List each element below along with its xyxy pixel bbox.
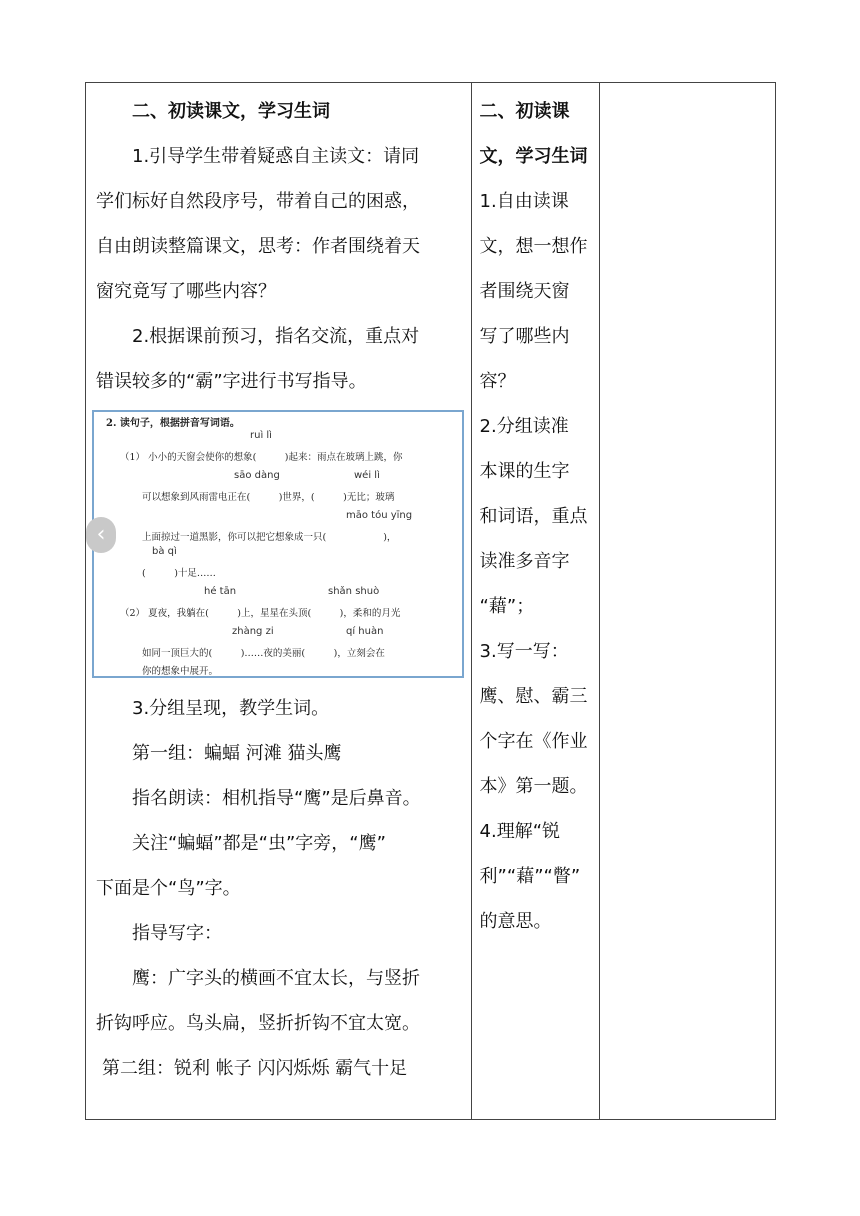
teacher-activity-cell <box>86 83 472 1120</box>
student-task-line: 本课的生字 <box>479 461 570 482</box>
pinyin-hint: zhàng zi <box>232 626 274 637</box>
step2-line: 2.根据课前预习，指名交流，重点对 <box>132 326 420 347</box>
student-task-line: 者围绕天窗 <box>479 281 570 302</box>
pinyin-hint: wéi lì <box>354 470 380 481</box>
pinyin-hint: shǎn shuò <box>328 586 380 597</box>
worksheet-sentence: （2） 夏夜，我躺在( )上，星星在头顶( )，柔和的月光 <box>120 608 401 619</box>
student-task-line: 个字在《作业 <box>479 731 588 752</box>
radical-note: 关注“蝙蝠”都是“虫”字旁，“鹰” <box>132 833 386 854</box>
worksheet-image <box>92 410 464 678</box>
carousel-prev-button[interactable] <box>86 517 116 553</box>
worksheet-sentence: 你的想象中展开。 <box>142 666 219 677</box>
lesson-plan-table <box>85 82 776 1120</box>
student-task-line: 4.理解“锐 <box>479 821 561 842</box>
step3-line: 3.分组呈现，教学生词。 <box>132 698 330 719</box>
writing-guidance: 鹰：广字头的横画不宜太长，与竖折 <box>132 968 420 989</box>
student-task-line: 和词语，重点 <box>479 506 588 527</box>
student-task-line: 1.自由读课 <box>479 191 569 212</box>
writing-guidance: 折钩呼应。鸟头扁，竖折折钩不宜太宽。 <box>96 1013 420 1034</box>
worksheet-title: 2. 读句子，根据拼音写词语。 <box>106 418 240 429</box>
word-group-2: 第二组：锐利 帐子 闪闪烁烁 霸气十足 <box>102 1058 408 1079</box>
step1-line: 窗究竟写了哪些内容？ <box>96 281 276 302</box>
student-task-line: “藉”； <box>479 596 535 617</box>
pinyin-hint: hé tān <box>204 586 237 597</box>
pinyin-hint: bà qì <box>152 546 177 557</box>
pinyin-hint: sāo dàng <box>234 470 280 481</box>
student-activity-cell <box>471 83 599 1120</box>
student-task-line: 文，想一想作 <box>479 236 588 257</box>
worksheet-sentence: ( )十足…… <box>142 568 216 579</box>
worksheet-sentence: （1） 小小的天窗会使你的想象( )起来：雨点在玻璃上跳，你 <box>120 452 403 463</box>
student-task-line: 写了哪些内 <box>479 326 570 347</box>
student-heading: 文，学习生词 <box>479 146 588 167</box>
radical-note: 下面是个“鸟”字。 <box>96 878 241 899</box>
section-heading: 二、初读课文，学习生词 <box>132 101 330 122</box>
worksheet-sentence: 可以想象到风雨雷电正在( )世界，( )无比；玻璃 <box>142 492 395 503</box>
reading-guidance: 指名朗读：相机指导“鹰”是后鼻音。 <box>132 788 421 809</box>
student-task-line: 的意思。 <box>479 911 552 932</box>
student-heading: 二、初读课 <box>479 101 570 122</box>
worksheet-sentence: 如同一顶巨大的( )……夜的美丽( )，立刻会在 <box>142 648 385 659</box>
student-task-line: 3.写一写： <box>479 641 569 662</box>
step1-line: 1.引导学生带着疑惑自主读文：请同 <box>132 146 420 167</box>
pinyin-hint: qí huàn <box>346 626 384 637</box>
student-task-line: 鹰、慰、霸三 <box>479 686 588 707</box>
pinyin-hint: ruì lì <box>250 430 272 441</box>
pinyin-hint: māo tóu yīng <box>346 510 413 521</box>
worksheet-sentence: 上面掠过一道黑影，你可以把它想象成一只( )， <box>142 532 397 543</box>
writing-guidance-label: 指导写字： <box>132 923 222 944</box>
student-task-line: 本》第一题。 <box>479 776 588 797</box>
student-task-line: 2.分组读准 <box>479 416 569 437</box>
chevron-left-icon: ‹ <box>96 522 106 547</box>
step2-line: 错误较多的“霸”字进行书写指导。 <box>96 371 367 392</box>
step1-line: 学们标好自然段序号，带着自己的困惑， <box>96 191 420 212</box>
student-task-line: 利”“藉”“瞥” <box>479 866 581 887</box>
step1-line: 自由朗读整篇课文，思考：作者围绕着天 <box>96 236 420 257</box>
notes-cell <box>599 83 775 1120</box>
student-task-line: 容？ <box>479 371 516 392</box>
student-task-line: 读准多音字 <box>479 551 570 572</box>
word-group-1: 第一组：蝙蝠 河滩 猫头鹰 <box>132 743 342 764</box>
